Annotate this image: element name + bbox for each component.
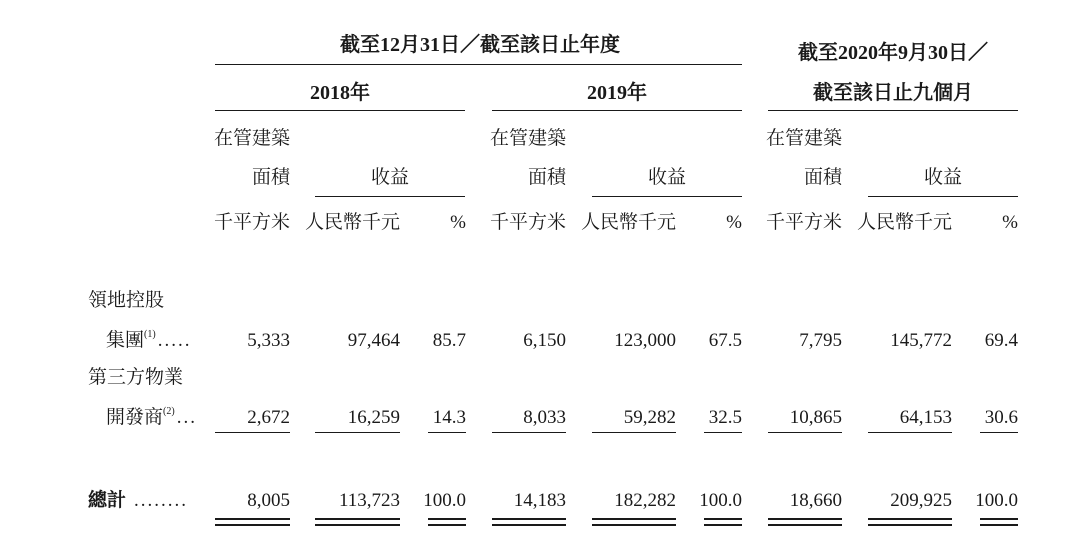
total-cell: 18,660 — [789, 490, 842, 511]
total-double-rule-bottom — [492, 524, 566, 526]
subtotal-rule — [704, 432, 742, 433]
table-cell: 69.4 — [984, 330, 1018, 351]
footnote-marker: (1) — [144, 329, 156, 340]
revenue-header-2020: 收益 — [923, 167, 962, 188]
unit-pct-2020: % — [1002, 212, 1018, 233]
table-cell: 67.5 — [708, 330, 742, 351]
revenue-rule-2018 — [315, 196, 465, 197]
total-double-rule-bottom — [704, 524, 742, 526]
total-double-rule-bottom — [428, 524, 466, 526]
year-2019-header: 2019年 — [587, 82, 647, 104]
unit-gfa-2018: 千平方米 — [213, 212, 290, 233]
row-label-line1: 領地控股 — [88, 290, 165, 311]
total-cell: 100.0 — [699, 490, 742, 511]
total-double-rule-bottom — [592, 524, 676, 526]
total-cell: 100.0 — [975, 490, 1018, 511]
total-double-rule-bottom — [980, 524, 1018, 526]
total-double-rule-top — [492, 518, 566, 520]
revenue-header-2019: 收益 — [647, 167, 686, 188]
total-double-rule-top — [768, 518, 842, 520]
period-nine-header-line1: 截至2020年9月30日／ — [798, 42, 988, 64]
table-cell: 10,865 — [789, 407, 842, 428]
period-years-rule — [215, 64, 742, 65]
table-cell: 5,333 — [247, 330, 290, 351]
table-cell: 59,282 — [623, 407, 676, 428]
total-double-rule-bottom — [315, 524, 400, 526]
subtotal-rule — [868, 432, 952, 433]
table-cell: 2,672 — [247, 407, 290, 428]
period-nine-header-line2: 截至該日止九個月 — [813, 82, 973, 104]
unit-revenue-2018: 人民幣千元 — [304, 212, 400, 233]
table-cell: 85.7 — [432, 330, 466, 351]
total-cell: 8,005 — [247, 490, 290, 511]
table-cell: 8,033 — [523, 407, 566, 428]
period-years-header: 截至12月31日／截至該日止年度 — [340, 34, 620, 56]
unit-pct-2019: % — [726, 212, 742, 233]
leader-dots: ........ — [134, 490, 189, 511]
year-2019-rule — [492, 110, 742, 111]
unit-revenue-2020: 人民幣千元 — [856, 212, 952, 233]
total-double-rule-bottom — [768, 524, 842, 526]
footnote-marker: (2) — [163, 406, 175, 417]
table-cell: 97,464 — [347, 330, 400, 351]
subtotal-rule — [428, 432, 466, 433]
subtotal-rule — [492, 432, 566, 433]
total-double-rule-top — [592, 518, 676, 520]
table-cell: 6,150 — [523, 330, 566, 351]
table-cell: 64,153 — [899, 407, 952, 428]
leader-dots: ..... — [157, 330, 192, 351]
total-double-rule-top — [315, 518, 400, 520]
gfa-header-line1-2018: 在管建築 — [213, 128, 290, 149]
gfa-header-line1-2019: 在管建築 — [489, 128, 566, 149]
total-double-rule-top — [215, 518, 290, 520]
table-cell: 16,259 — [347, 407, 400, 428]
table-cell: 145,772 — [890, 330, 952, 351]
table-cell: 7,795 — [799, 330, 842, 351]
leader-dots: ... — [176, 407, 197, 428]
total-double-rule-top — [428, 518, 466, 520]
subtotal-rule — [592, 432, 676, 433]
gfa-header-line2-2020: 面積 — [803, 167, 842, 188]
subtotal-rule — [315, 432, 400, 433]
total-double-rule-top — [980, 518, 1018, 520]
row-label-line2: 開發商$^{(2)}$ ... — [106, 406, 197, 428]
total-double-rule-bottom — [215, 524, 290, 526]
row-label-line1: 第三方物業 — [88, 367, 184, 388]
total-cell: 209,925 — [890, 490, 952, 511]
revenue-rule-2020 — [868, 196, 1018, 197]
unit-pct-2018: % — [450, 212, 466, 233]
revenue-header-2018: 收益 — [370, 167, 409, 188]
table-cell: 14.3 — [432, 407, 466, 428]
total-cell: 14,183 — [513, 490, 566, 511]
table-cell: 30.6 — [984, 407, 1018, 428]
unit-gfa-2020: 千平方米 — [765, 212, 842, 233]
table-cell: 32.5 — [708, 407, 742, 428]
total-double-rule-bottom — [868, 524, 952, 526]
total-cell: 113,723 — [338, 490, 400, 511]
subtotal-rule — [768, 432, 842, 433]
row-label-line2: 集團$^{(1)}$ ..... — [106, 329, 192, 351]
period-nine-rule — [768, 110, 1018, 111]
gfa-header-line1-2020: 在管建築 — [765, 128, 842, 149]
gfa-header-line2-2018: 面積 — [251, 167, 290, 188]
unit-revenue-2019: 人民幣千元 — [580, 212, 676, 233]
total-label: 總計 ........ — [88, 490, 189, 511]
total-double-rule-top — [868, 518, 952, 520]
year-2018-header: 2018年 — [310, 82, 370, 104]
revenue-rule-2019 — [592, 196, 742, 197]
table-cell: 123,000 — [614, 330, 676, 351]
total-cell: 100.0 — [423, 490, 466, 511]
gfa-header-line2-2019: 面積 — [527, 167, 566, 188]
subtotal-rule — [980, 432, 1018, 433]
subtotal-rule — [215, 432, 290, 433]
year-2018-rule — [215, 110, 465, 111]
unit-gfa-2019: 千平方米 — [489, 212, 566, 233]
total-double-rule-top — [704, 518, 742, 520]
total-cell: 182,282 — [614, 490, 676, 511]
